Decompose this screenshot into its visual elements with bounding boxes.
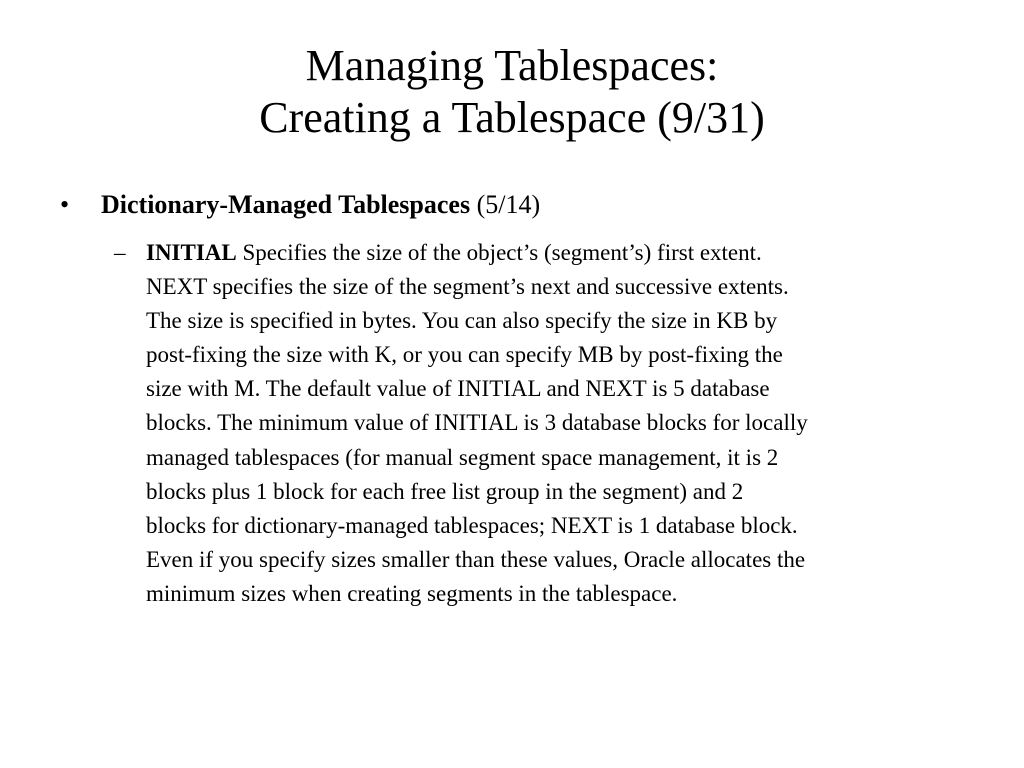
bullet-marker: •	[60, 190, 70, 219]
bullet-text	[101, 188, 540, 222]
subbullet-line: The size is specified in bytes. You can also specify the size in KB by	[146, 308, 778, 334]
subbullet-line: blocks for dictionary-managed tablespaces; NEXT is 1 database block.	[146, 512, 798, 538]
subbullet-line: blocks plus 1 block for each free list group in the segment) and 2	[146, 478, 744, 504]
subbullet-term: INITIAL	[146, 240, 237, 265]
subbullet-line: blocks. The minimum value of INITIAL is 3 database blocks for locally	[146, 410, 808, 436]
slide-title-line-2: Creating a Tablespace (9/31)	[259, 93, 765, 142]
bullet-heading: Dictionary-Managed Tablespaces	[101, 190, 471, 219]
subbullet-line: size with M. The default value of INITIAL and NEXT is 5 database	[146, 376, 770, 402]
subbullet-line	[146, 236, 976, 270]
subbullet-body	[146, 236, 976, 611]
subbullet-line: managed tablespaces (for manual segment space management, it is 2	[146, 444, 779, 470]
subbullet-line: Even if you specify sizes smaller than these values, Oracle allocates the	[146, 546, 806, 572]
subbullet-line: NEXT specifies the size of the segment’s next and successive extents.	[146, 274, 789, 300]
subbullet-line-text: Specifies the size of the object’s (segment’s) first extent.	[236, 240, 762, 265]
slide-title-line-1: Managing Tablespaces:	[305, 41, 719, 90]
bullet-page-counter: (5/14)	[470, 190, 541, 219]
subbullet-marker: –	[114, 240, 126, 265]
slide-title	[0, 40, 1024, 144]
subbullet-line: post-fixing the size with K, or you can specify MB by post-fixing the	[146, 342, 783, 368]
subbullet-line: minimum sizes when creating segments in the tablespace.	[146, 580, 678, 606]
